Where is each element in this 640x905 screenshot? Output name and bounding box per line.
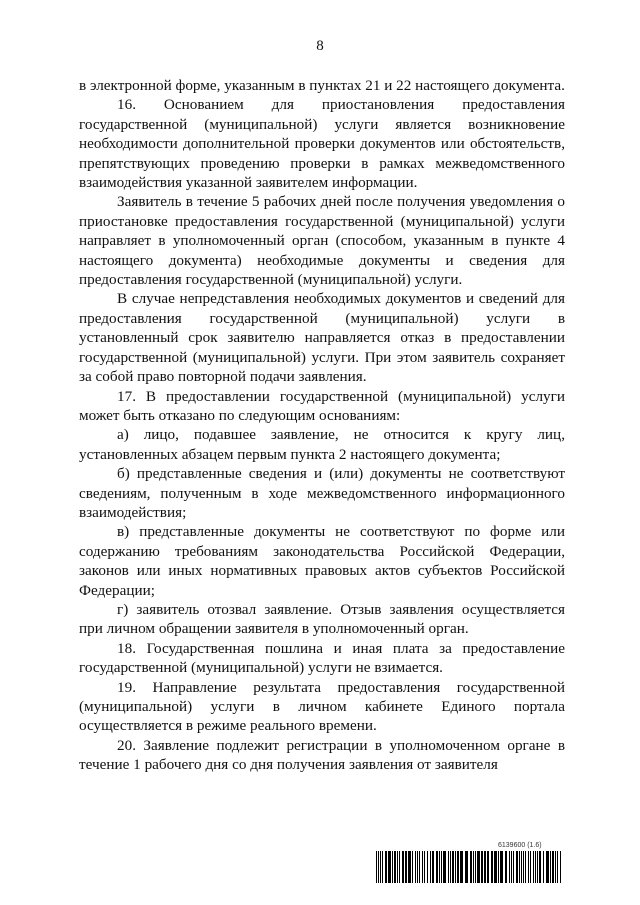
document-body [79,76,565,775]
paragraph-non-submission: В случае непредставления необходимых документов и сведений для предоставления государственной (муниципальной) услуги в установленный срок заявителю направляется отказ в предоставлении государственной (муниципальной) услуги. При этом заявитель сохраняет за собой право повторной подачи заявления. [79,290,565,386]
paragraph-17-a: а) лицо, подавшее заявление, не относится к кругу лиц, установленных абзацем первым пункта 2 настоящего документа; [79,426,565,463]
paragraph-17-v: в) представленные документы не соответствуют по форме или содержанию требованиям законодательства Российской Федерации, законов или иных нормативных правовых актов субъектов Российской Федерации; [79,523,565,599]
paragraph-continuation: в электронной форме, указанным в пунктах 21 и 22 настоящего документа. [79,77,565,94]
barcode [376,851,564,883]
paragraph-17-b: б) представленные сведения и (или) документы не соответствуют сведениям, полученным в ходе межведомственного информационного взаимодействия; [79,465,565,521]
paragraph-17: 17. В предоставлении государственной (муниципальной) услуги может быть отказано по следующим основаниям: [79,387,565,424]
paragraph-20: 20. Заявление подлежит регистрации в уполномоченном органе в течение 1 рабочего дня со дня получения заявления от заявителя [79,736,565,774]
paragraph-18: 18. Государственная пошлина и иная плата за предоставление государственной (муниципальной) услуги не взимается. [79,639,565,677]
paragraph-17-g: г) заявитель отозвал заявление. Отзыв заявления осуществляется при личном обращении заявителя в уполномоченный орган. [79,600,565,638]
page-number: 8 [316,38,324,54]
paragraph-19: 19. Направление результата предоставления государственной (муниципальной) услуги в личном кабинете Единого портала осуществляется в режиме реального времени. [79,678,565,735]
paragraph-applicant-deadline: Заявитель в течение 5 рабочих дней после получения уведомления о приостановке предоставления государственной (муниципальной) услуги направляет в уполномоченный орган (способом, указанным в пункте 4 настоящего документа) необходимые документы и сведения для предоставления государственной (муниципальной) услуги. [79,193,565,289]
paragraph-16: 16. Основанием для приостановления предоставления государственной (муниципальной) услуги является возникновение необходимости дополнительной проверки документов или обстоятельств, препятствующих проведению проверки в рамках межведомственного взаимодействия указанной заявителем информации. [79,96,565,192]
document-code: 6139600 (1.6) [498,842,542,849]
